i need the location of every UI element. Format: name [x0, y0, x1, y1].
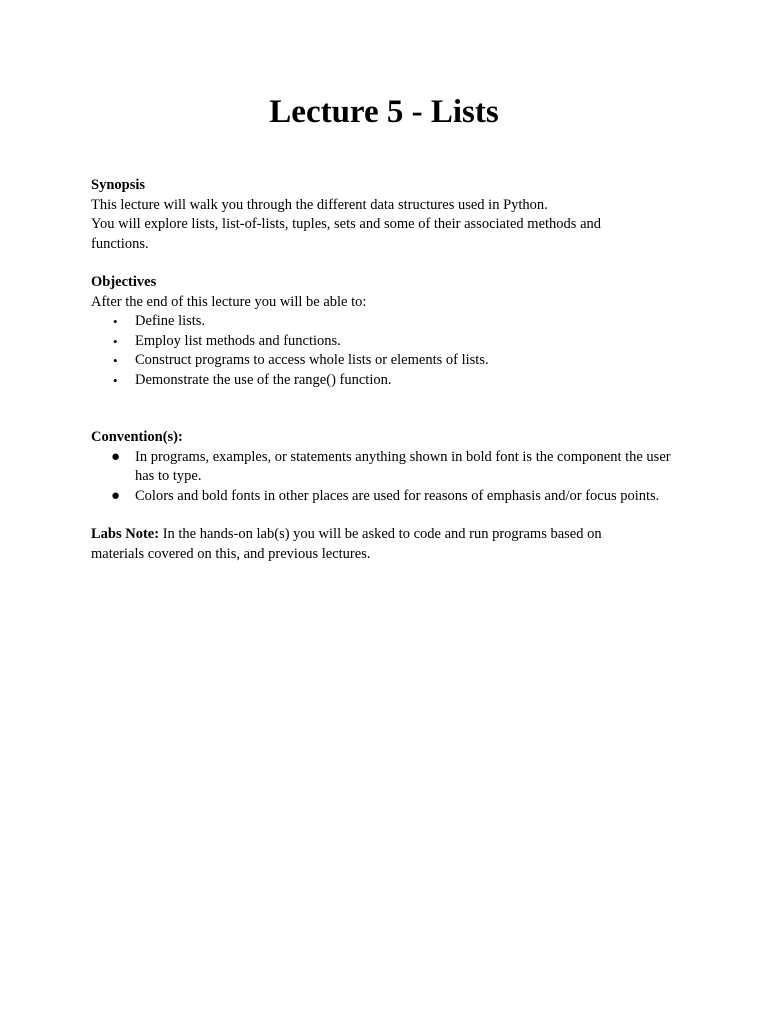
labs-note [91, 525, 636, 564]
list-item: • Construct programs to access whole lists or elements of lists. [91, 351, 691, 371]
objectives-list [91, 312, 691, 390]
objectives-heading: Objectives [91, 274, 157, 290]
synopsis-line: You will explore lists, list-of-lists, tuples, sets and some of their associated methods and functions. [91, 216, 601, 252]
objectives-intro: After the end of this lecture you will be able to: [91, 293, 367, 310]
document-body [91, 176, 691, 564]
bullet-icon: • [113, 353, 118, 368]
synopsis-line: This lecture will walk you through the different data structures used in Python. [91, 196, 548, 213]
bullet-icon: ● [111, 487, 121, 504]
list-item: • Demonstrate the use of the range() function. [91, 371, 691, 391]
list-item: • Employ list methods and functions. [91, 332, 691, 352]
list-item: ● Colors and bold fonts in other places are used for reasons of emphasis and/or focus points. [91, 487, 671, 507]
labs-note-text: In the hands-on lab(s) you will be asked to code and run programs based on materials covered on this, and previous lectures. [91, 526, 602, 562]
conventions-heading: Convention(s): [91, 429, 183, 445]
page-title: Lecture 5 - Lists [269, 94, 499, 130]
synopsis-heading: Synopsis [91, 177, 146, 193]
bullet-icon: ● [111, 448, 121, 465]
bullet-icon: • [113, 333, 118, 349]
conventions-list [91, 448, 671, 507]
bullet-icon: • [113, 372, 118, 388]
list-item: ● In programs, examples, or statements anything shown in bold font is the component the user has to type. [111, 448, 671, 484]
bullet-icon: • [113, 314, 118, 329]
list-item: • Define lists. [91, 312, 691, 332]
labs-note-label: Labs Note: [91, 526, 160, 542]
